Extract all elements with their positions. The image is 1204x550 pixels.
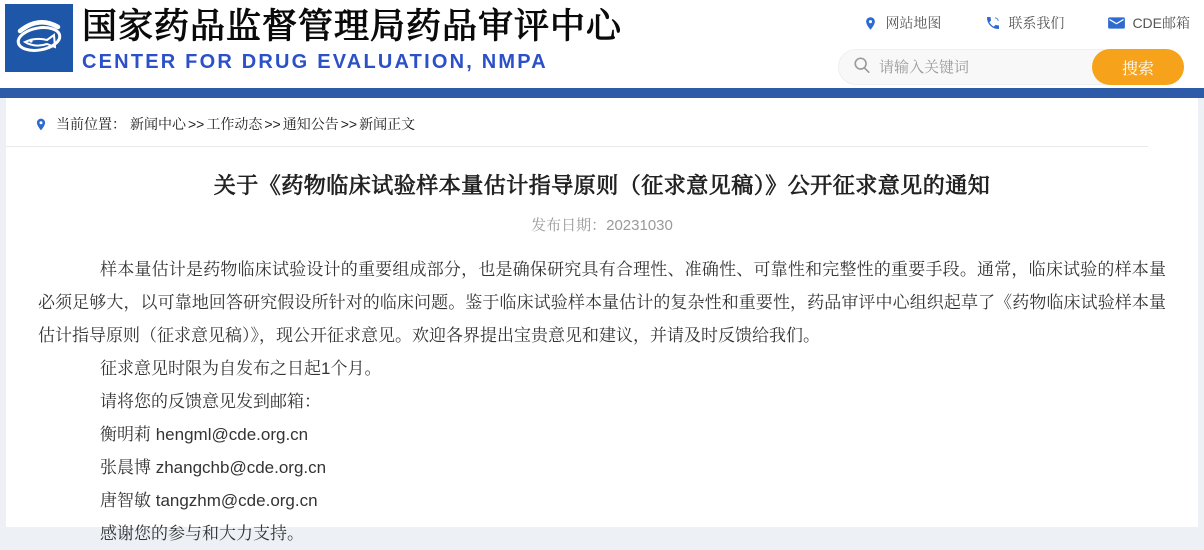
breadcrumb-prefix: 当前位置： bbox=[56, 116, 126, 132]
content-card bbox=[6, 98, 1198, 543]
article-paragraph-email: 张晨博 zhangchb@cde.org.cn bbox=[100, 458, 327, 477]
article-paragraph-email: 唐智敏 tangzhm@cde.org.cn bbox=[100, 491, 318, 510]
breadcrumb-item-work-updates[interactable]: 工作动态 bbox=[206, 116, 263, 132]
cde-fish-logo[interactable] bbox=[5, 4, 73, 72]
site-title-cn: 国家药品监督管理局药品审评中心 bbox=[82, 7, 623, 46]
sitemap-link-label: 网站地图 bbox=[885, 15, 942, 31]
contact-link[interactable] bbox=[985, 13, 1064, 33]
site-title-en: CENTER FOR DRUG EVALUATION, NMPA bbox=[82, 51, 548, 73]
article-paragraph: 感谢您的参与和大力支持。 bbox=[100, 524, 304, 543]
article-paragraph: 请将您的反馈意见发到邮箱： bbox=[100, 392, 321, 411]
publish-date bbox=[6, 214, 1198, 235]
search-icon bbox=[853, 56, 871, 79]
cde-mail-link[interactable] bbox=[1108, 13, 1190, 33]
site-title-block bbox=[82, 3, 622, 74]
article-body bbox=[6, 253, 1198, 550]
nav-bar bbox=[0, 88, 1204, 98]
publish-date-value: 20231030 bbox=[606, 217, 673, 234]
cde-mail-link-label: CDE邮箱 bbox=[1132, 15, 1190, 31]
header-right bbox=[838, 3, 1190, 85]
breadcrumb bbox=[6, 98, 1148, 147]
phone-icon bbox=[985, 15, 1001, 31]
location-pin-icon bbox=[34, 116, 56, 133]
quick-links bbox=[838, 11, 1190, 35]
site-header bbox=[0, 0, 1204, 88]
breadcrumb-item-article[interactable]: 新闻正文 bbox=[359, 116, 416, 132]
breadcrumb-separator: >> bbox=[340, 116, 358, 132]
search-input[interactable] bbox=[879, 59, 1079, 76]
search-button[interactable]: 搜索 bbox=[1092, 49, 1184, 85]
article-paragraph: 征求意见时限为自发布之日起1个月。 bbox=[100, 359, 382, 378]
breadcrumb-separator: >> bbox=[188, 116, 205, 132]
publish-date-label: 发布日期： bbox=[531, 217, 607, 234]
contact-link-label: 联系我们 bbox=[1008, 15, 1065, 31]
map-pin-icon bbox=[863, 15, 878, 32]
breadcrumb-separator: >> bbox=[264, 116, 281, 132]
envelope-icon bbox=[1108, 16, 1125, 30]
article-title: 关于《药物临床试验样本量估计指导原则（征求意见稿）》公开征求意见的通知 bbox=[213, 173, 991, 198]
cde-fish-logo-graphic bbox=[5, 4, 73, 72]
sitemap-link[interactable] bbox=[863, 13, 941, 33]
breadcrumb-item-notices[interactable]: 通知公告 bbox=[282, 116, 339, 132]
article-paragraph: 样本量估计是药物临床试验设计的重要组成部分，也是确保研究具有合理性、准确性、可靠性和完整性的重要手段。通常，临床试验的样本量必须足够大，以可靠地回答研究假设所针对的临床问题。鉴于临床试验样本量估计的复杂性和重要性，药品审评中心组织起草了《药物临床试验样本量估计指导原则（征求意见稿）》，现公开征求意见。欢迎各界提出宝贵意见和建议，并请及时反馈给我们。 bbox=[38, 260, 1166, 345]
search-area bbox=[838, 49, 1184, 85]
article-paragraph-email: 衡明莉 hengml@cde.org.cn bbox=[100, 425, 309, 444]
breadcrumb-item-news-center[interactable]: 新闻中心 bbox=[130, 116, 186, 132]
